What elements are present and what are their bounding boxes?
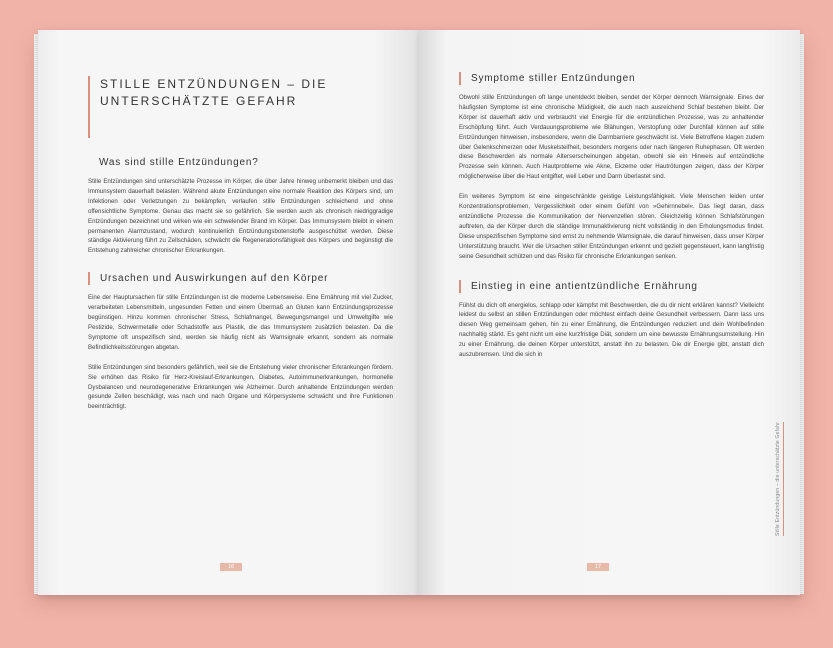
paragraph: Fühlst du dich oft energielos, schlapp oder kämpfst mit Beschwerden, die du dir nicht erklären kannst? Vielleicht leidest du selbst an stillen Entzündungen oder möchtest einfach deine Gesundheit verbessern. Dann lass uns diesen Weg gemeinsam gehen, hin zu einer Ernährung, die Entzündungen reduziert und dein Wohlbefinden nachhaltig stärkt. Es geht nicht um eine kurzfristige Diät, sondern um eine bewusste Ernährungsumstellung. Hin zu einer Ernährung, die deinen Körper unterstützt, anstatt ihn zu belasten. Die dir Energie gibt, anstatt dich auszubremsen. Und die sich in <box>459 301 764 359</box>
paragraph: Stille Entzündungen sind unterschätzte Prozesse im Körper, die über Jahre hinweg unbemerkt bleiben und das Immunsystem dauerhaft belasten. Während akute Entzündungen eine normale Reaktion des Körpers sind, um Infektionen oder Verletzungen zu bekämpfen, verlaufen stille Entzündungen schleichend und ohne offensichtliche Symptome. Genau das macht sie so gefährlich. Sie werden auch als chronisch niedriggradige Entzündungen bezeichnet und wirken wie ein schwelender Brand im Körper. Das Immunsystem bleibt in einem permanenten Alarmzustand, wodurch kontinuierlich Entzündungsbotenstoffe ausgeschüttet werden. Diese ständige Aktivierung führt zu Zellschäden, schwächt die Regenerationsfähigkeit des Körpers und begünstigt die Entstehung zahlreicher chronischer Erkrankungen. <box>88 178 393 255</box>
section-heading-causes: Ursachen und Auswirkungen auf den Körper <box>88 272 393 285</box>
section-heading-what-are: Was sind stille Entzündungen? <box>99 157 259 168</box>
side-running-title: Stille Entzündungen – die unterschätzte Gefahr <box>775 422 784 536</box>
left-page-content <box>88 76 393 422</box>
section-heading-diet: Einstieg in eine antientzündliche Ernährung <box>459 280 764 293</box>
chapter-title-line1: STILLE ENTZÜNDUNGEN – DIE <box>100 77 328 91</box>
page-number-left: 16 <box>220 563 242 571</box>
paragraph: Eine der Hauptursachen für stille Entzündungen ist die moderne Lebensweise. Eine Ernährung mit viel Zucker, verarbeiteten Lebensmitteln, ungesunden Fetten und einem Übermaß an Gluten kann Entzündungsprozesse begünstigen. Hinzu kommen chronischer Stress, Schlafmangel, Bewegungsmangel und Umweltgifte wie Pestizide, Schwermetalle oder Schadstoffe aus Plastik, die das Immunsystem zusätzlich belasten. Da die Symptome oft unspezifisch sind, werden sie häufig nicht als Warnsignale erkannt, sondern als normale Befindlichkeitsstörungen abgetan. <box>88 294 393 351</box>
chapter-title <box>88 76 393 138</box>
right-page-content <box>459 72 764 370</box>
paragraph: Stille Entzündungen sind besonders gefährlich, weil sie die Entstehung vieler chronischer Erkrankungen fördern. Sie erhöhen das Risiko für Herz-Kreislauf-Erkrankungen, Diabetes, Autoimmunerkrankungen, hormonelle Dysbalancen und neurodegenerative Erkrankungen wie Alzheimer. Durch anhaltende Entzündungen werden gesunde Zellen beschädigt, was nach und nach Organe und Körpersysteme schwächt und ihre Funktionen beeinträchtigt. <box>88 363 393 411</box>
paragraph: Ein weiteres Symptom ist eine eingeschränkte geistige Leistungsfähigkeit. Viele Menschen leiden unter Konzentrationsproblemen, Vergesslichkeit oder einem Gefühl von »Gehirnnebel«. Das liegt daran, dass entzündliche Prozesse die Kommunikation der Nervenzellen stören. Gleichzeitig können Schlafstörungen auftreten, da der Körper durch die ständige Immunaktivierung nicht vollständig in den Erholungsmodus findet. Diese unspezifischen Symptome sind ernst zu nehmende Warnsignale, die darauf hinweisen, dass unser Körper Unterstützung braucht. Wer die Ursachen stiller Entzündungen erkennt und gezielt gegensteuert, kann langfristig seine Gesundheit schützen und das Risiko für chronische Erkrankungen senken. <box>459 193 764 260</box>
page-number-right: 17 <box>587 563 609 571</box>
section-heading-symptoms: Symptome stiller Entzündungen <box>459 72 764 85</box>
right-page <box>419 30 800 595</box>
chapter-title-line2: UNTERSCHÄTZTE GEFAHR <box>100 94 298 108</box>
right-page-edge <box>800 34 804 594</box>
left-page <box>38 30 419 595</box>
paragraph: Obwohl stille Entzündungen oft lange unentdeckt bleiben, sendet der Körper dennoch Warnsignale. Eines der häufigsten Symptome ist eine chronische Müdigkeit, die auch nach ausreichend Schlaf bestehen bleibt. Der Körper ist dauerhaft aktiv und verbraucht viel Energie für die entzündlichen Prozesse, was zu anhaltender Erschöpfung führt. Auch Verdauungsprobleme wie Blähungen, Verstopfung oder Durchfall können auf stille Entzündungen hinweisen, insbesondere, wenn die Darmbarriere geschwächt ist. Viele Betroffene klagen zudem über Gelenkschmerzen oder Muskelsteifheit, besonders morgens oder nach längeren Ruhephasen. Oft werden diese Beschwerden als normale Alterserscheinungen abgetan, obwohl sie ein Hinweis auf entzündliche Prozesse sein können. Auch Hautprobleme wie Akne, Ekzeme oder Hautrötungen zeigen, dass der Körper möglicherweise über die Haut entgiftet, weil Leber und Darm überlastet sind. <box>459 94 764 181</box>
